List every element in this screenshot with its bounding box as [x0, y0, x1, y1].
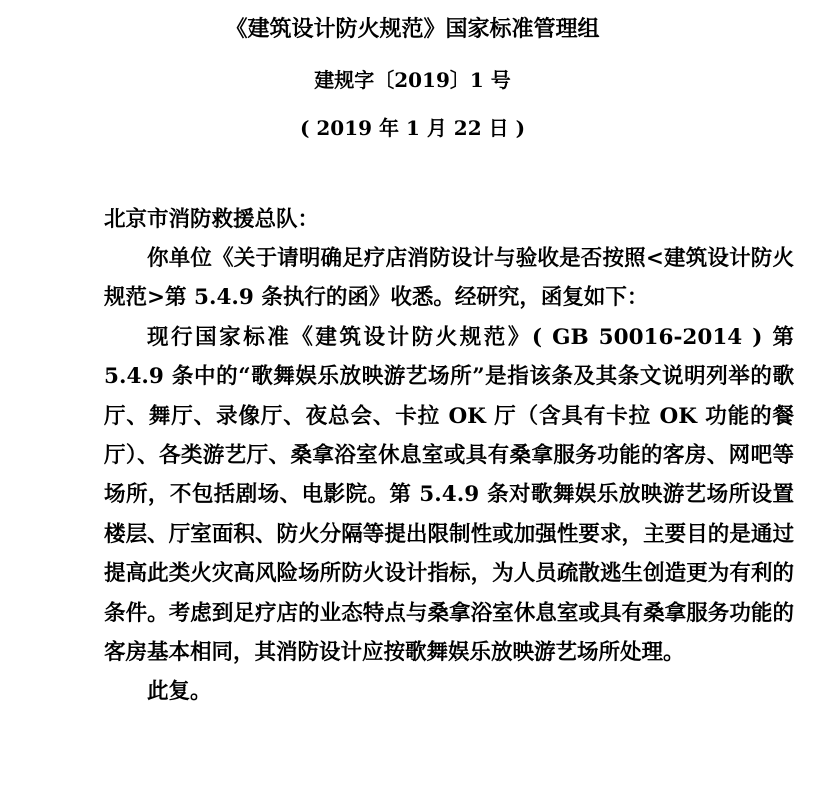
document-date: ( 2019 年 1 月 22 日 ): [299, 116, 526, 140]
salutation: 北京市消防救援总队：: [104, 207, 320, 232]
document-number: 建规字〔2019〕1 号: [314, 68, 511, 92]
paragraph-reply: 现行国家标准《建筑设计防火规范》( GB 50016-2014 ) 第 5.4.9 条中的“歌舞娱乐放映游艺场所”是指该条及其条文说明列举的歌厅、舞厅、录像厅、夜总会、卡拉 OK 厅（含具有卡拉 OK 功能的餐厅）、各类游艺厅、桑拿浴室休息室或具有桑拿服务功能的客房、网吧等场所，不包括剧场、电影院。第 5.4.9 条对歌舞娱乐放映游艺场所设置楼层、厅室面积、防火分隔等提出限制性或加强性要求，主要目的是通过提高此类火灾高风险场所防火设计指标，为人员疏散逃生创造更为有利的条件。考虑到足疗店的业态特点与桑拿浴室休息室或具有桑拿服务功能的客房基本相同，其消防设计应按歌舞娱乐放映游艺场所处理。: [104, 324, 794, 666]
document-title: 《建筑设计防火规范》国家标准管理组: [225, 16, 600, 42]
paragraph-closing: 此复。: [147, 679, 212, 705]
letter-body: [104, 239, 794, 712]
paragraph-intro: 你单位《关于请明确足疗店消防设计与验收是否按照<建筑设计防火规范>第 5.4.9 条执行的函》收悉。经研究，函复如下：: [104, 246, 794, 311]
